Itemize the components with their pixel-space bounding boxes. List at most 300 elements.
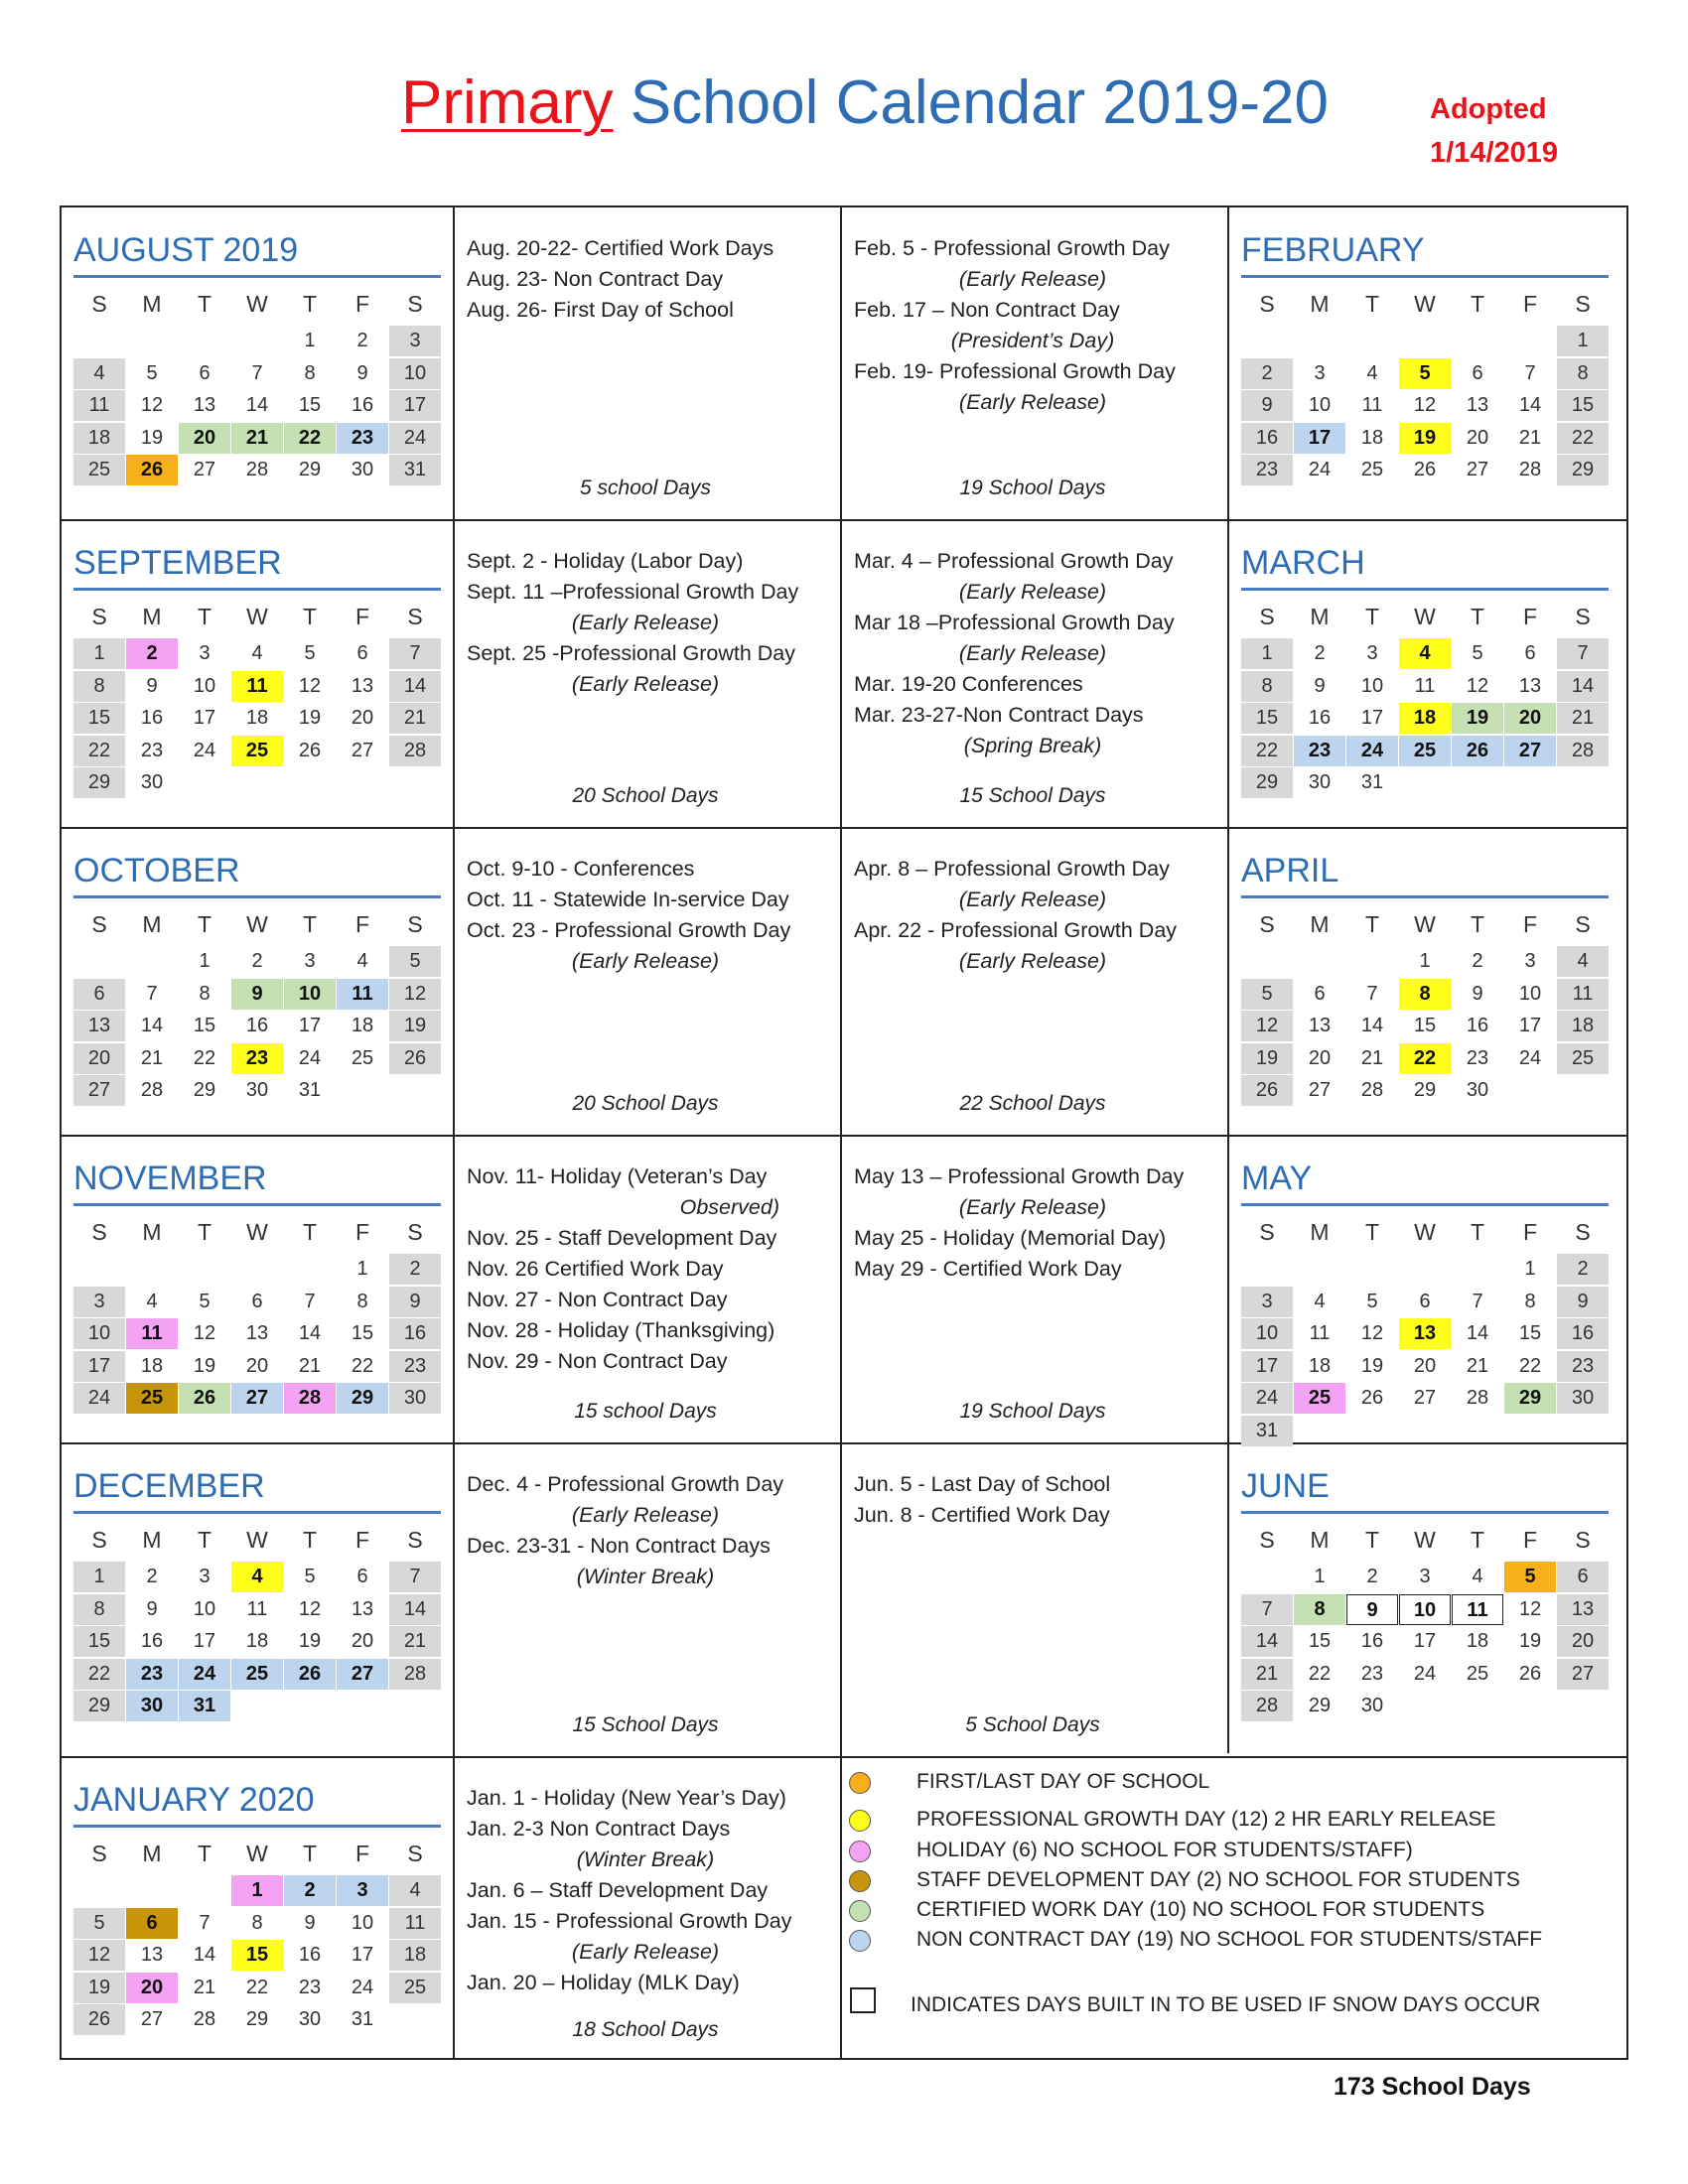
- event-list: [467, 1161, 824, 1377]
- month-name: NOVEMBER: [73, 1154, 441, 1206]
- calendar-day: 5: [1472, 642, 1483, 664]
- event-line: May 29 - Certified Work Day: [854, 1257, 1122, 1281]
- grid-hline: [62, 1135, 1626, 1137]
- calendar-day: 10: [1518, 982, 1542, 1005]
- event-line: (Winter Break): [576, 1565, 715, 1588]
- calendar-day: 19: [1360, 1354, 1384, 1377]
- calendar-day: 24: [1346, 736, 1398, 766]
- calendar-day: 2: [1314, 642, 1326, 664]
- calendar-day: 7: [199, 1911, 211, 1934]
- calendar-day: 29: [73, 1691, 125, 1721]
- calendar-day: 20: [351, 707, 374, 729]
- weekday-header: T: [302, 1219, 318, 1245]
- calendar-day: 6: [199, 361, 211, 384]
- calendar-day: 4: [1472, 1566, 1483, 1587]
- calendar-day: 1: [231, 1875, 283, 1906]
- calendar-day: 17: [193, 1630, 216, 1652]
- calendar-day: 7: [1472, 1290, 1483, 1312]
- calendar-day: 16: [1557, 1318, 1609, 1349]
- calendar-day: 26: [1518, 1662, 1542, 1685]
- calendar-day: 4: [231, 1562, 283, 1592]
- calendar-day: 29: [1241, 767, 1293, 798]
- calendar-day: 15: [1241, 703, 1293, 734]
- calendar-day: 29: [1413, 1079, 1437, 1101]
- calendar-day: 26: [1360, 1387, 1384, 1409]
- weekday-header: M: [142, 604, 162, 629]
- grid-hline: [62, 827, 1626, 829]
- legend-dot-icon: [849, 1810, 871, 1832]
- calendar-day: 23: [389, 1351, 441, 1382]
- weekday-header: F: [354, 1841, 370, 1866]
- calendar-day: 18: [351, 1015, 374, 1036]
- calendar-day: 13: [140, 1944, 164, 1966]
- title-primary: Primary: [401, 68, 614, 137]
- calendar-day: 23: [337, 423, 388, 454]
- calendar-day: 11: [1414, 674, 1436, 697]
- calendar-day: 27: [231, 1383, 283, 1414]
- weekday-header: T: [302, 291, 318, 317]
- weekday-header: T: [1470, 1527, 1485, 1553]
- calendar-day: 9: [1241, 390, 1293, 421]
- calendar-day: 6: [356, 642, 368, 664]
- calendar-day: 24: [1413, 1662, 1437, 1685]
- calendar-day: 17: [73, 1351, 125, 1382]
- calendar-day: 14: [1360, 1015, 1384, 1036]
- calendar-day: 1: [304, 330, 316, 351]
- calendar-day: 18: [1466, 1630, 1489, 1652]
- month-name: FEBRUARY: [1241, 225, 1609, 278]
- school-days-count: 20 School Days: [572, 784, 719, 807]
- weekday-header: M: [1310, 1527, 1330, 1553]
- weekday-header: T: [1364, 911, 1380, 937]
- weekday-header: M: [142, 1527, 162, 1553]
- calendar-day: 31: [389, 455, 441, 485]
- calendar-day: 2: [1472, 950, 1483, 972]
- event-line: May 13 – Professional Growth Day: [854, 1164, 1185, 1188]
- event-list: [854, 1469, 1211, 1531]
- weekday-header: W: [246, 911, 268, 937]
- calendar-day: 30: [298, 2008, 322, 2030]
- weekday-header: T: [302, 1841, 318, 1866]
- weekday-header: M: [142, 291, 162, 317]
- calendar-day: 9: [356, 361, 368, 384]
- calendar-day: 26: [284, 1659, 336, 1690]
- weekday-header: S: [407, 1527, 423, 1553]
- calendar-day: 29: [298, 459, 322, 480]
- calendar-day: 21: [193, 1976, 216, 1998]
- calendar-day: 9: [1472, 982, 1483, 1005]
- event-line: Sept. 2 - Holiday (Labor Day): [467, 549, 744, 573]
- title-rest: School Calendar 2019-20: [630, 68, 1329, 137]
- weekday-header: S: [91, 1841, 107, 1866]
- month-name: JUNE: [1241, 1461, 1609, 1514]
- calendar-day: 26: [1241, 1075, 1293, 1106]
- event-list: [467, 546, 824, 700]
- event-line: Feb. 19- Professional Growth Day: [854, 359, 1176, 383]
- event-line: Mar. 23-27-Non Contract Days: [854, 703, 1144, 727]
- calendar-day: 6: [1314, 982, 1326, 1005]
- school-days-count: 15 School Days: [959, 784, 1106, 807]
- weekday-header: W: [246, 1841, 268, 1866]
- calendar-day: 29: [1504, 1383, 1556, 1414]
- calendar-day: 17: [298, 1015, 322, 1036]
- calendar-day: 21: [1241, 1659, 1293, 1690]
- event-line: (President’s Day): [950, 329, 1115, 352]
- calendar-day: 8: [304, 361, 316, 384]
- calendar-day: 10: [193, 1597, 216, 1620]
- calendar-day: 8: [1294, 1594, 1345, 1625]
- calendar-day: 17: [389, 390, 441, 421]
- calendar-day: 16: [351, 394, 374, 416]
- calendar-day: 23: [1294, 736, 1345, 766]
- calendar-day: 16: [140, 1630, 164, 1652]
- calendar-day: 7: [1524, 361, 1536, 384]
- calendar-day: 2: [356, 330, 368, 351]
- calendar-day: 16: [1308, 707, 1332, 729]
- calendar-day: 8: [73, 671, 125, 702]
- legend-dot-icon: [849, 1841, 871, 1862]
- calendar-day: 14: [1557, 671, 1609, 702]
- calendar-day: 21: [298, 1354, 322, 1377]
- calendar-day: 17: [1413, 1630, 1437, 1652]
- school-days-count: 5 school Days: [580, 477, 711, 499]
- month-name: AUGUST 2019: [73, 225, 441, 278]
- weekday-header: S: [1259, 291, 1275, 317]
- calendar-day: 11: [73, 390, 125, 421]
- calendar-day: 24: [1308, 459, 1332, 480]
- weekday-header: M: [1310, 604, 1330, 629]
- calendar-day: 8: [73, 1594, 125, 1625]
- event-line: Dec. 23-31 - Non Contract Days: [467, 1534, 771, 1558]
- calendar-day: 21: [140, 1046, 164, 1069]
- event-line: Mar. 19-20 Conferences: [854, 672, 1083, 696]
- calendar-day: 10: [1360, 674, 1384, 697]
- calendar-day: 28: [245, 459, 269, 480]
- event-line: Nov. 27 - Non Contract Day: [467, 1288, 728, 1311]
- calendar-day: 11: [1309, 1322, 1331, 1344]
- calendar-day: 16: [1241, 423, 1293, 454]
- calendar-day: 22: [73, 736, 125, 766]
- calendar-day: 7: [1241, 1594, 1293, 1625]
- calendar-day: 16: [1360, 1630, 1384, 1652]
- weekday-header: W: [1414, 911, 1436, 937]
- weekday-header: W: [1414, 604, 1436, 629]
- calendar-day: 26: [298, 739, 322, 761]
- calendar-day: 18: [389, 1940, 441, 1971]
- weekday-header: T: [1364, 291, 1380, 317]
- calendar-day: 11: [246, 1597, 268, 1620]
- event-line: Dec. 4 - Professional Growth Day: [467, 1472, 784, 1496]
- weekday-header: S: [407, 911, 423, 937]
- event-line: Oct. 9-10 - Conferences: [467, 857, 695, 881]
- calendar-day: 12: [1360, 1322, 1384, 1344]
- calendar-day: 25: [1466, 1662, 1489, 1685]
- calendar-day: 24: [193, 739, 216, 761]
- calendar-day: 18: [1557, 1011, 1609, 1041]
- calendar-day: 4: [146, 1290, 158, 1312]
- calendar-day: 15: [193, 1015, 216, 1036]
- calendar-day: 15: [231, 1940, 283, 1971]
- calendar-day: 3: [73, 1287, 125, 1317]
- calendar-day: 30: [1360, 1695, 1384, 1716]
- weekday-header: S: [407, 1841, 423, 1866]
- calendar-day: 5: [1399, 358, 1451, 389]
- event-line: Oct. 23 - Professional Growth Day: [467, 918, 791, 942]
- calendar-day: 3: [389, 326, 441, 356]
- event-line: Jan. 1 - Holiday (New Year’s Day): [467, 1786, 786, 1810]
- weekday-header: F: [354, 1527, 370, 1553]
- weekday-header: W: [1414, 1219, 1436, 1245]
- calendar-day: 1: [199, 950, 211, 972]
- calendar-day: 10: [351, 1911, 374, 1934]
- event-line: Apr. 8 – Professional Growth Day: [854, 857, 1170, 881]
- weekday-header: W: [1414, 291, 1436, 317]
- calendar-day: 12: [298, 1597, 322, 1620]
- weekday-header: T: [197, 604, 212, 629]
- weekday-header: T: [197, 1841, 212, 1866]
- calendar-day: 19: [389, 1011, 441, 1041]
- calendar-day: 31: [298, 1079, 322, 1101]
- calendar-day: 9: [389, 1287, 441, 1317]
- calendar-day: 10: [389, 358, 441, 389]
- weekday-header: F: [1522, 911, 1538, 937]
- event-line: Mar 18 –Professional Growth Day: [854, 611, 1175, 634]
- calendar-day: 17: [1294, 423, 1345, 454]
- calendar-day: 27: [1504, 736, 1556, 766]
- calendar-day: 2: [251, 950, 263, 972]
- calendar-day: 12: [140, 394, 164, 416]
- weekday-header: S: [407, 1219, 423, 1245]
- event-list: [467, 1783, 824, 1998]
- calendar-day: 23: [126, 1659, 178, 1690]
- calendar-day: 20: [1308, 1046, 1332, 1069]
- calendar-day: 30: [1557, 1383, 1609, 1414]
- calendar-day: 14: [245, 394, 269, 416]
- month-name: OCTOBER: [73, 846, 441, 898]
- calendar-day: 3: [1241, 1287, 1293, 1317]
- grid-hline: [62, 1442, 1626, 1444]
- calendar-day: 28: [389, 1659, 441, 1690]
- calendar-day: 30: [126, 1691, 178, 1721]
- calendar-day: 14: [1241, 1626, 1293, 1657]
- calendar-day: 12: [1413, 394, 1437, 416]
- calendar-day: 29: [73, 767, 125, 798]
- calendar-day: 21: [1557, 703, 1609, 734]
- calendar-day: 17: [1241, 1351, 1293, 1382]
- legend-text: HOLIDAY (6) NO SCHOOL FOR STUDENTS/STAFF): [916, 1839, 1413, 1861]
- school-days-count: 5 School Days: [965, 1713, 1100, 1736]
- month-name: APRIL: [1241, 846, 1609, 898]
- weekday-header: M: [1310, 1219, 1330, 1245]
- adopted-date: 1/14/2019: [1430, 137, 1559, 169]
- calendar-day: 18: [1399, 703, 1451, 734]
- calendar-day: 25: [351, 1046, 374, 1069]
- weekday-header: W: [246, 1527, 268, 1553]
- calendar-day: 25: [73, 455, 125, 485]
- weekday-header: S: [1259, 1527, 1275, 1553]
- weekday-header: T: [1470, 604, 1485, 629]
- event-list: [467, 1469, 824, 1592]
- calendar-day: 13: [73, 1011, 125, 1041]
- calendar-day: 2: [1557, 1254, 1609, 1285]
- calendar-day: 1: [73, 1562, 125, 1592]
- event-line: Feb. 5 - Professional Growth Day: [854, 236, 1170, 260]
- calendar-day: 3: [337, 1875, 388, 1906]
- calendar-day: 19: [1452, 703, 1503, 734]
- calendar-day: 7: [1366, 982, 1378, 1005]
- legend-text: FIRST/LAST DAY OF SCHOOL: [916, 1770, 1210, 1793]
- calendar-day: 6: [1472, 361, 1483, 384]
- event-line: Jun. 5 - Last Day of School: [854, 1472, 1111, 1496]
- calendar-day: 12: [298, 674, 322, 697]
- weekday-header: T: [1364, 1527, 1380, 1553]
- event-line: Oct. 11 - Statewide In-service Day: [467, 887, 789, 911]
- weekday-header: T: [197, 1219, 212, 1245]
- calendar-day: 8: [1241, 671, 1293, 702]
- calendar-day: 13: [245, 1322, 269, 1344]
- calendar-day: 18: [73, 423, 125, 454]
- calendar-day: 27: [351, 739, 374, 761]
- calendar-day: 24: [351, 1976, 374, 1998]
- calendar-day: 18: [140, 1354, 164, 1377]
- event-line: (Early Release): [958, 887, 1107, 911]
- calendar-day: 24: [298, 1046, 322, 1069]
- weekday-header: T: [1470, 911, 1485, 937]
- calendar-day: 2: [146, 1566, 158, 1587]
- calendar-day: 18: [1308, 1354, 1332, 1377]
- event-line: (Early Release): [958, 641, 1107, 665]
- total-school-days: 173 School Days: [1334, 2073, 1531, 2101]
- calendar-day: 28: [284, 1383, 336, 1414]
- weekday-header: S: [1575, 604, 1591, 629]
- calendar-day: 26: [1452, 736, 1503, 766]
- calendar-day: 5: [304, 1566, 316, 1587]
- calendar-day: 20: [1504, 703, 1556, 734]
- calendar-day: 22: [73, 1659, 125, 1690]
- weekday-header: F: [1522, 604, 1538, 629]
- calendar-day: 1: [1524, 1258, 1536, 1280]
- school-days-count: 15 School Days: [572, 1713, 719, 1736]
- calendar-day: 29: [245, 2008, 269, 2030]
- calendar-day: 21: [231, 423, 283, 454]
- calendar-day: 7: [1557, 638, 1609, 669]
- calendar-day: 30: [389, 1383, 441, 1414]
- weekday-header: S: [407, 604, 423, 629]
- weekday-header: S: [91, 1219, 107, 1245]
- event-line: Nov. 28 - Holiday (Thanksgiving): [467, 1318, 775, 1342]
- event-line: Jun. 8 - Certified Work Day: [854, 1503, 1110, 1527]
- event-line: Nov. 26 Certified Work Day: [467, 1257, 724, 1281]
- month-name: MARCH: [1241, 538, 1609, 591]
- weekday-header: M: [1310, 291, 1330, 317]
- calendar-day: 6: [126, 1908, 178, 1939]
- calendar-day: 1: [1419, 950, 1431, 972]
- calendar-day: 3: [1419, 1566, 1431, 1587]
- weekday-header: T: [197, 911, 212, 937]
- adopted-note: [1430, 87, 1558, 175]
- calendar-day: 8: [1399, 979, 1451, 1010]
- month-name: JANUARY 2020: [73, 1775, 441, 1828]
- weekday-header: W: [246, 1219, 268, 1245]
- calendar-day: 22: [1518, 1354, 1542, 1377]
- weekday-header: S: [1575, 911, 1591, 937]
- legend-dot-icon: [849, 1930, 871, 1952]
- calendar-day: 29: [337, 1383, 388, 1414]
- calendar-day: 25: [231, 736, 283, 766]
- calendar-day: 15: [351, 1322, 374, 1344]
- weekday-header: F: [1522, 1527, 1538, 1553]
- calendar-day: 1: [1314, 1566, 1326, 1587]
- calendar-day: 11: [1557, 979, 1609, 1010]
- weekday-header: S: [1259, 911, 1275, 937]
- calendar-day: 21: [1360, 1046, 1384, 1069]
- calendar-day: 18: [245, 707, 269, 729]
- calendar-day: 17: [1518, 1015, 1542, 1036]
- calendar-day: 15: [73, 703, 125, 734]
- calendar-day: 14: [193, 1944, 216, 1966]
- event-line: Sept. 11 –Professional Growth Day: [467, 580, 799, 604]
- calendar-day: 5: [146, 361, 158, 384]
- calendar-day: 20: [179, 423, 230, 454]
- calendar-day: 29: [193, 1079, 216, 1101]
- calendar-day: 18: [1360, 426, 1384, 449]
- event-line: (Early Release): [958, 390, 1107, 414]
- calendar-day: 31: [179, 1691, 230, 1721]
- calendar-day: 17: [1360, 707, 1384, 729]
- calendar-day: 14: [1518, 394, 1542, 416]
- weekday-header: W: [246, 604, 268, 629]
- event-line: (Early Release): [571, 949, 720, 973]
- weekday-header: S: [1259, 1219, 1275, 1245]
- calendar-day: 9: [304, 1911, 316, 1934]
- calendar-day: 27: [1466, 459, 1489, 480]
- calendar-day: 14: [389, 671, 441, 702]
- calendar-day: 11: [126, 1318, 178, 1349]
- calendar-day: 31: [351, 2008, 374, 2030]
- calendar-day: 3: [199, 1566, 211, 1587]
- calendar-day: 26: [179, 1383, 230, 1414]
- calendar-day: 5: [389, 946, 441, 977]
- calendar-day: 20: [351, 1630, 374, 1652]
- calendar-day: 24: [179, 1659, 230, 1690]
- calendar-day: 16: [298, 1944, 322, 1966]
- calendar-day: 27: [1413, 1387, 1437, 1409]
- calendar-day: 3: [304, 950, 316, 972]
- weekday-header: T: [1364, 604, 1380, 629]
- calendar-day: 15: [298, 394, 322, 416]
- legend-text: PROFESSIONAL GROWTH DAY (12) 2 HR EARLY RELEASE: [916, 1808, 1496, 1831]
- weekday-header: S: [91, 291, 107, 317]
- calendar-day: 21: [389, 703, 441, 734]
- calendar-day: 7: [146, 982, 158, 1005]
- calendar-day: 6: [1557, 1562, 1609, 1592]
- event-line: Mar. 4 – Professional Growth Day: [854, 549, 1174, 573]
- weekday-header: S: [407, 291, 423, 317]
- calendar-day: 27: [140, 2008, 164, 2030]
- legend-dot-icon: [849, 1870, 871, 1892]
- calendar-day: 28: [193, 2008, 216, 2030]
- calendar-day: 12: [73, 1940, 125, 1971]
- calendar-day: 22: [351, 1354, 374, 1377]
- calendar-day: 13: [351, 674, 374, 697]
- calendar-day: 25: [1399, 736, 1451, 766]
- calendar-day: 20: [1557, 1626, 1609, 1657]
- weekday-header: F: [1522, 291, 1538, 317]
- grid-hline: [62, 519, 1626, 521]
- school-days-count: 20 School Days: [572, 1092, 719, 1115]
- calendar-day: 1: [1241, 638, 1293, 669]
- school-days-count: 19 School Days: [959, 1400, 1106, 1423]
